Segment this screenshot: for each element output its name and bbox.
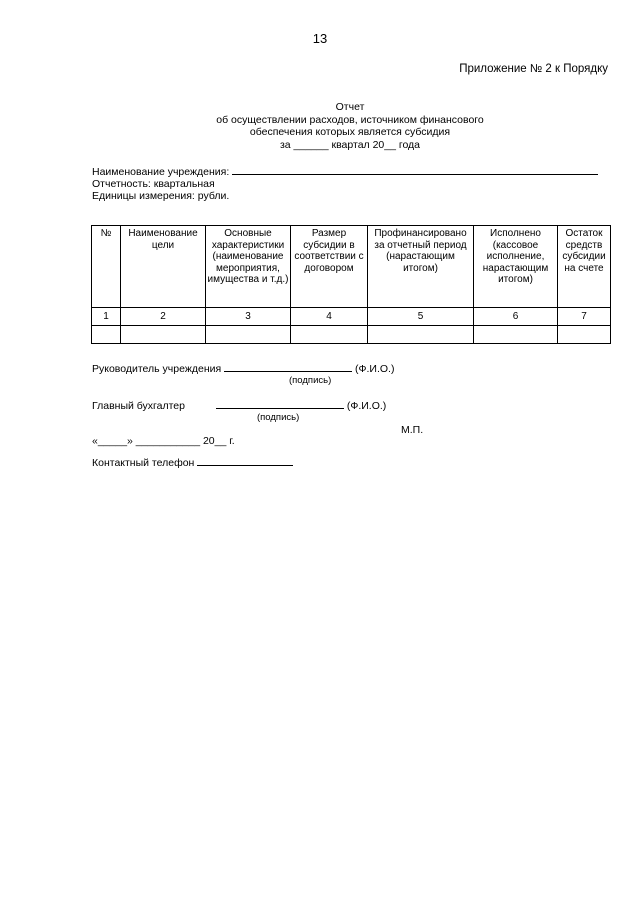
column-number-cell: 6	[474, 308, 558, 326]
column-number-cell: 7	[558, 308, 611, 326]
accountant-fio-label: (Ф.И.О.)	[346, 400, 387, 412]
header-cell: Исполнено (кассовое исполнение, нарастающим итогом)	[474, 226, 558, 308]
empty-cell	[368, 325, 474, 343]
institution-field	[92, 165, 598, 178]
header-cell: Профинансировано за отчетный период (нарастающим итогом)	[368, 226, 474, 308]
date-line: «_____» ___________ 20__ г.	[92, 435, 235, 447]
empty-cell	[474, 325, 558, 343]
empty-cell	[291, 325, 368, 343]
empty-cell	[206, 325, 291, 343]
stamp-label: М.П.	[401, 424, 424, 436]
phone-label: Контактный телефон	[92, 457, 195, 469]
appendix-label: Приложение № 2 к Порядку	[459, 63, 608, 75]
column-number-cell: 5	[368, 308, 474, 326]
institution-label: Наименование учреждения:	[92, 166, 230, 178]
page-number: 13	[312, 31, 328, 46]
accountant-signature-blank	[216, 399, 344, 409]
title-line-1: Отчет	[335, 101, 365, 113]
accountant-label: Главный бухгалтер	[92, 400, 185, 412]
title-line-2: об осуществлении расходов, источником финансового	[216, 113, 484, 126]
phone-blank	[197, 456, 293, 466]
reporting-period: Отчетность: квартальная	[92, 178, 215, 190]
head-label: Руководитель учреждения	[92, 363, 222, 375]
empty-cell	[121, 325, 206, 343]
empty-cell	[558, 325, 611, 343]
column-number-cell: 3	[206, 308, 291, 326]
header-cell: Остаток средств субсидии на счете	[558, 226, 611, 308]
column-number-row	[92, 308, 611, 326]
title-line-4: за ______ квартал 20__ года	[279, 138, 421, 151]
empty-cell	[92, 325, 121, 343]
empty-data-row	[92, 325, 611, 343]
signature-caption: (подпись)	[257, 412, 300, 423]
signature-caption: (подпись)	[289, 375, 332, 386]
column-number-cell: 1	[92, 308, 121, 326]
units-of-measure: Единицы измерения: рубли.	[92, 190, 230, 202]
head-signature-blank	[224, 362, 352, 372]
contact-phone-line	[92, 456, 293, 469]
header-cell: Наименование цели	[121, 226, 206, 308]
column-number-cell: 2	[121, 308, 206, 326]
institution-fill-line	[232, 165, 598, 175]
report-table	[91, 225, 611, 344]
column-number-cell: 4	[291, 308, 368, 326]
head-signature-line	[92, 362, 394, 375]
report-title	[130, 101, 570, 151]
head-fio-label: (Ф.И.О.)	[355, 363, 395, 375]
header-cell: Основные характеристики (наименование мероприятия, имущества и т.д.)	[206, 226, 291, 308]
accountant-signature-line	[92, 399, 386, 412]
title-line-3: обеспечения которых является субсидия	[249, 126, 451, 139]
header-cell: №	[92, 226, 121, 308]
table-header-row	[92, 226, 611, 308]
header-cell: Размер субсидии в соответствии с договором	[291, 226, 368, 308]
